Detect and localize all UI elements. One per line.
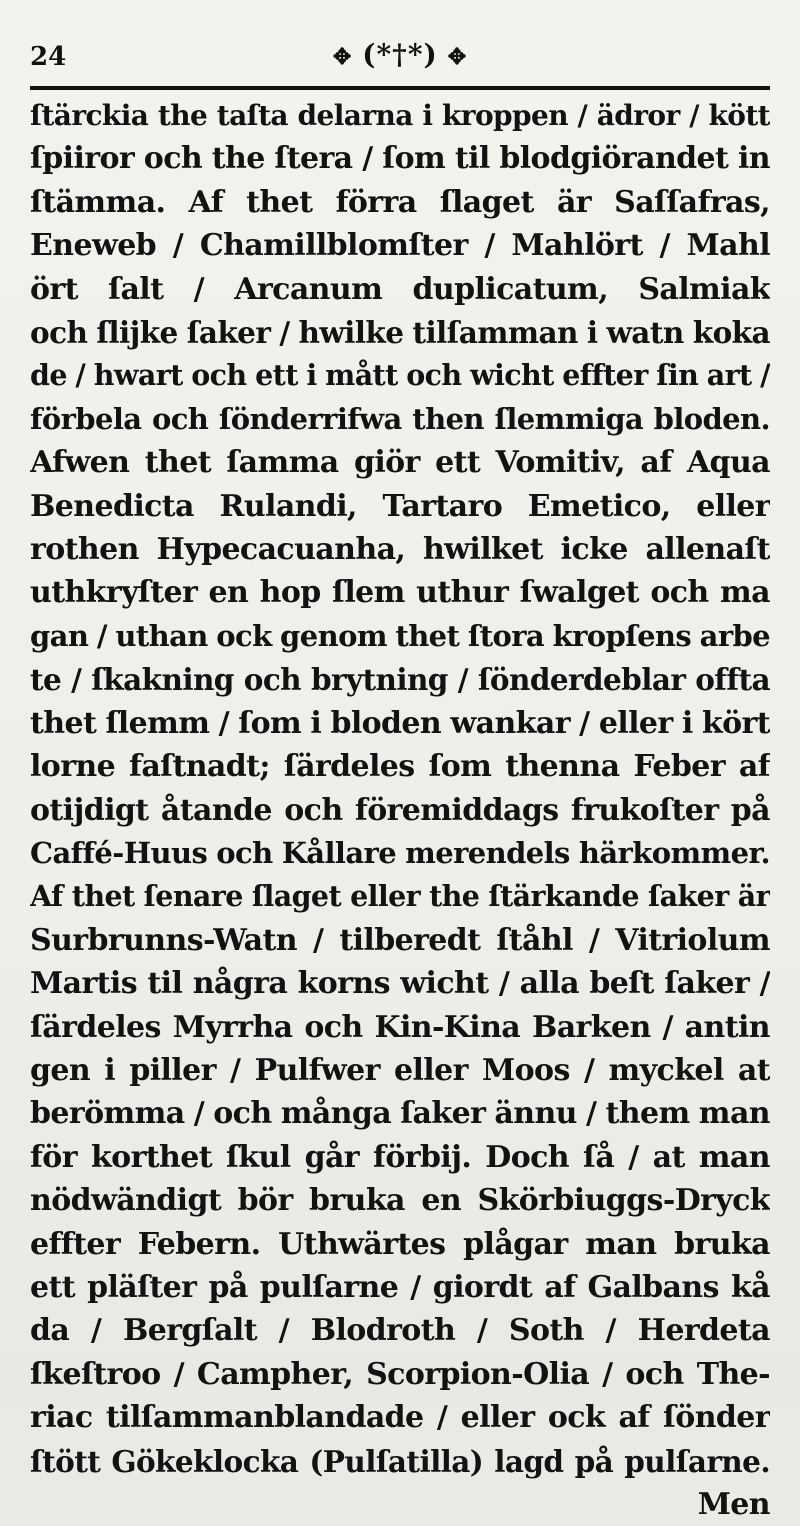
- text-line: ſtämma. Af thet förra ſlaget är Saſſafras,: [30, 184, 770, 220]
- text-line: Men: [697, 1487, 770, 1522]
- text-line: ſtött Gökeklocka (Pulſatilla) lagd på pulſarne.: [30, 1443, 770, 1479]
- page-header: [30, 30, 770, 78]
- text-line: ſärdeles Myrrha och Kin-Kina Barken / antin: [30, 1009, 770, 1045]
- text-line: riac tilſammanblandade / eller ock af ſönder: [30, 1400, 770, 1436]
- text-line: ört ſalt / Arcanum duplicatum, Salmiak: [30, 271, 770, 307]
- text-line: da / Bergſalt / Blodroth / Soth / Herdeta: [30, 1313, 770, 1349]
- text-line: de / hwart och ett i mått och wicht effter ſin art /: [30, 358, 770, 393]
- running-head: [30, 38, 770, 71]
- text-line: Caffé-Huus och Kållare merendels härkommer.: [30, 835, 770, 870]
- text-line: Eneweb / Chamillblomſter / Mahlört / Mahl: [30, 228, 770, 264]
- text-line: Afwen thet ſamma giör ett Vomitiv, af Aqua: [30, 445, 770, 481]
- text-line: Martis til några korns wicht / alla beſt ſaker /: [30, 966, 770, 1002]
- text-line: Surbrunns-Watn / tilberedt ſtåhl / Vitriolum: [30, 922, 770, 958]
- text-line: och ſlijke ſaker / hwilke tilſamman i watn koka: [30, 315, 770, 351]
- fleuron-right-icon: ✥: [447, 43, 468, 70]
- text-line: berömma / och många ſaker ännu / them man: [30, 1096, 770, 1132]
- text-line: otijdigt åtande och föremiddags frukoſter på: [30, 792, 770, 828]
- text-line: Benedicta Rulandi, Tartaro Emetico, eller: [30, 488, 770, 524]
- text-line: gen i piller / Pulfwer eller Moos / myckel at: [30, 1052, 770, 1088]
- text-line: ſkeſtroo / Campher, Scorpion-Olia / och The-: [30, 1356, 770, 1392]
- text-line: te / ſkakning och brytning / ſönderdeblar offta: [30, 662, 770, 698]
- text-line: för korthet ſkul går förbij. Doch ſå / at man: [30, 1139, 770, 1175]
- text-line: ſpiiror och the ſtera / ſom til blodgiörandet in: [30, 141, 770, 177]
- text-line: effter Febern. Uthwärtes plågar man bruka: [30, 1226, 770, 1262]
- text-line: gan / uthan ock genom thet ſtora kropſens arbe: [30, 618, 770, 653]
- running-head-title: (*†*): [362, 38, 438, 71]
- text-line: ſtärckia the taſta delarna i kroppen / ädror / kött: [30, 99, 770, 132]
- fleuron-left-icon: ✥: [332, 43, 353, 70]
- text-line: lorne faſtnadt; ſärdeles ſom thenna Feber af: [30, 749, 770, 785]
- text-line: rothen Hypecacuanha, hwilket icke allenaſt: [30, 532, 770, 568]
- header-rule: [30, 86, 770, 90]
- text-line: nödwändigt bör bruka en Skörbiuggs-Dryck: [30, 1183, 770, 1219]
- body-text: [30, 94, 770, 1526]
- page-number: 24: [30, 42, 67, 72]
- text-line: förbela och ſönderrifwa then ſlemmiga bloden.: [30, 401, 770, 436]
- text-line: uthkryſter en hop ſlem uthur ſwalget och ma: [30, 575, 770, 611]
- text-line: ett pläſter på pulſarne / giordt af Galbans kå: [30, 1269, 770, 1305]
- text-line: thet ſlemm / ſom i bloden wankar / eller i kört: [30, 705, 770, 741]
- text-line: Af thet ſenare ſlaget eller the ſtärkande ſaker är: [30, 879, 770, 914]
